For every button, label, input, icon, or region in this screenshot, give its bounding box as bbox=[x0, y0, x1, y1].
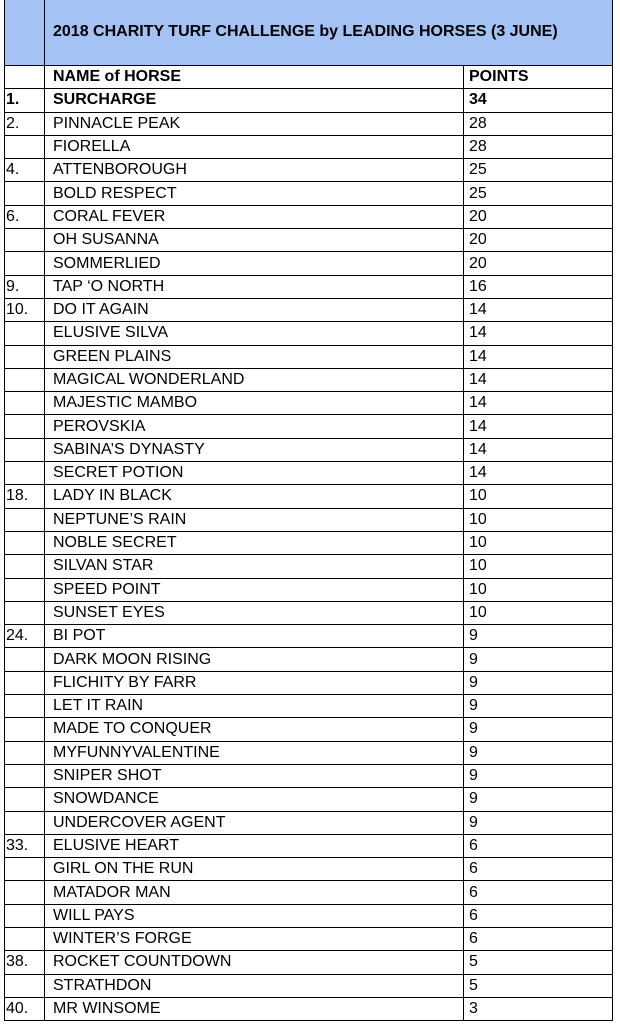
horse-name-cell: MR WINSOME bbox=[45, 997, 464, 1020]
rank-cell bbox=[5, 601, 45, 624]
table-row bbox=[5, 275, 613, 298]
points-cell: 28 bbox=[464, 135, 613, 158]
rank-cell bbox=[5, 671, 45, 694]
points-cell: 10 bbox=[464, 601, 613, 624]
rank-cell bbox=[5, 764, 45, 787]
horse-name-cell: OH SUSANNA bbox=[45, 229, 464, 252]
points-cell: 9 bbox=[464, 741, 613, 764]
horse-name-cell: NEPTUNE’S RAIN bbox=[45, 508, 464, 531]
table-row bbox=[5, 718, 613, 741]
horse-name-cell: ELUSIVE HEART bbox=[45, 834, 464, 857]
points-cell: 6 bbox=[464, 881, 613, 904]
table-row bbox=[5, 927, 613, 950]
header-rank bbox=[5, 66, 45, 89]
points-cell: 9 bbox=[464, 764, 613, 787]
table-row bbox=[5, 974, 613, 997]
points-cell: 6 bbox=[464, 927, 613, 950]
horse-name-cell: SNIPER SHOT bbox=[45, 764, 464, 787]
table-row bbox=[5, 555, 613, 578]
table-row bbox=[5, 788, 613, 811]
rank-cell bbox=[5, 462, 45, 485]
rank-cell: 2. bbox=[5, 112, 45, 135]
table-row bbox=[5, 811, 613, 834]
points-cell: 9 bbox=[464, 788, 613, 811]
points-cell: 9 bbox=[464, 718, 613, 741]
rank-cell bbox=[5, 811, 45, 834]
horse-name-cell: ROCKET COUNTDOWN bbox=[45, 951, 464, 974]
horse-name-cell: TAP ‘O NORTH bbox=[45, 275, 464, 298]
table-row bbox=[5, 392, 613, 415]
rank-cell bbox=[5, 345, 45, 368]
points-cell: 5 bbox=[464, 974, 613, 997]
horse-name-cell: MAJESTIC MAMBO bbox=[45, 392, 464, 415]
rank-cell bbox=[5, 578, 45, 601]
points-cell: 3 bbox=[464, 997, 613, 1020]
rank-cell bbox=[5, 438, 45, 461]
horse-name-cell: SILVAN STAR bbox=[45, 555, 464, 578]
points-cell: 10 bbox=[464, 485, 613, 508]
horse-name-cell: PINNACLE PEAK bbox=[45, 112, 464, 135]
table-row bbox=[5, 695, 613, 718]
table-row bbox=[5, 135, 613, 158]
table-row bbox=[5, 625, 613, 648]
horse-name-cell: MATADOR MAN bbox=[45, 881, 464, 904]
table-row bbox=[5, 601, 613, 624]
points-cell: 5 bbox=[464, 951, 613, 974]
rank-cell bbox=[5, 368, 45, 391]
points-cell: 25 bbox=[464, 182, 613, 205]
points-cell: 6 bbox=[464, 858, 613, 881]
rank-cell bbox=[5, 974, 45, 997]
rank-cell bbox=[5, 252, 45, 275]
table-row bbox=[5, 159, 613, 182]
horse-name-cell: ELUSIVE SILVA bbox=[45, 322, 464, 345]
points-cell: 14 bbox=[464, 368, 613, 391]
rank-cell bbox=[5, 508, 45, 531]
horse-name-cell: SECRET POTION bbox=[45, 462, 464, 485]
horse-name-cell: UNDERCOVER AGENT bbox=[45, 811, 464, 834]
rank-cell bbox=[5, 788, 45, 811]
rank-cell bbox=[5, 904, 45, 927]
rank-cell bbox=[5, 881, 45, 904]
horse-name-cell: WILL PAYS bbox=[45, 904, 464, 927]
rank-cell bbox=[5, 858, 45, 881]
table-row bbox=[5, 415, 613, 438]
horse-name-cell: MAGICAL WONDERLAND bbox=[45, 368, 464, 391]
rank-cell bbox=[5, 927, 45, 950]
points-cell: 9 bbox=[464, 648, 613, 671]
rank-cell: 6. bbox=[5, 205, 45, 228]
points-cell: 14 bbox=[464, 322, 613, 345]
table-row bbox=[5, 438, 613, 461]
table-row bbox=[5, 997, 613, 1020]
rank-cell: 9. bbox=[5, 275, 45, 298]
horse-name-cell: BOLD RESPECT bbox=[45, 182, 464, 205]
points-cell: 28 bbox=[464, 112, 613, 135]
points-cell: 34 bbox=[464, 89, 613, 112]
horse-name-cell: NOBLE SECRET bbox=[45, 531, 464, 554]
points-cell: 10 bbox=[464, 508, 613, 531]
horse-name-cell: FIORELLA bbox=[45, 135, 464, 158]
horse-name-cell: STRATHDON bbox=[45, 974, 464, 997]
rank-cell: 4. bbox=[5, 159, 45, 182]
rank-cell bbox=[5, 741, 45, 764]
horse-name-cell: SOMMERLIED bbox=[45, 252, 464, 275]
points-cell: 14 bbox=[464, 392, 613, 415]
rank-cell: 33. bbox=[5, 834, 45, 857]
points-cell: 14 bbox=[464, 298, 613, 321]
table-title: 2018 CHARITY TURF CHALLENGE by LEADING HORSES (3 JUNE) bbox=[45, 0, 613, 66]
table-row bbox=[5, 648, 613, 671]
rank-cell: 1. bbox=[5, 89, 45, 112]
table-row bbox=[5, 531, 613, 554]
horse-name-cell: MADE TO CONQUER bbox=[45, 718, 464, 741]
points-cell: 20 bbox=[464, 205, 613, 228]
title-row bbox=[5, 0, 613, 66]
table-row bbox=[5, 89, 613, 112]
rank-cell bbox=[5, 648, 45, 671]
points-cell: 6 bbox=[464, 904, 613, 927]
points-cell: 20 bbox=[464, 229, 613, 252]
rank-cell bbox=[5, 322, 45, 345]
rank-cell bbox=[5, 392, 45, 415]
horse-name-cell: PEROVSKIA bbox=[45, 415, 464, 438]
rank-cell: 38. bbox=[5, 951, 45, 974]
horse-name-cell: SURCHARGE bbox=[45, 89, 464, 112]
table-row bbox=[5, 578, 613, 601]
rank-cell: 40. bbox=[5, 997, 45, 1020]
horse-name-cell: MYFUNNYVALENTINE bbox=[45, 741, 464, 764]
points-cell: 9 bbox=[464, 811, 613, 834]
leaderboard-table bbox=[4, 0, 613, 1021]
table-row bbox=[5, 298, 613, 321]
horse-name-cell: CORAL FEVER bbox=[45, 205, 464, 228]
table-row bbox=[5, 485, 613, 508]
horse-name-cell: GIRL ON THE RUN bbox=[45, 858, 464, 881]
table-row bbox=[5, 741, 613, 764]
rank-cell: 18. bbox=[5, 485, 45, 508]
horse-name-cell: BI POT bbox=[45, 625, 464, 648]
points-cell: 9 bbox=[464, 695, 613, 718]
rank-cell bbox=[5, 695, 45, 718]
points-cell: 9 bbox=[464, 625, 613, 648]
header-name: NAME of HORSE bbox=[45, 66, 464, 89]
horse-name-cell: SABINA’S DYNASTY bbox=[45, 438, 464, 461]
points-cell: 14 bbox=[464, 415, 613, 438]
horse-name-cell: GREEN PLAINS bbox=[45, 345, 464, 368]
horse-name-cell: SUNSET EYES bbox=[45, 601, 464, 624]
table-row bbox=[5, 834, 613, 857]
points-cell: 9 bbox=[464, 671, 613, 694]
points-cell: 10 bbox=[464, 531, 613, 554]
table-row bbox=[5, 229, 613, 252]
horse-name-cell: DARK MOON RISING bbox=[45, 648, 464, 671]
table-row bbox=[5, 345, 613, 368]
horse-name-cell: ATTENBOROUGH bbox=[45, 159, 464, 182]
rank-cell bbox=[5, 415, 45, 438]
table-row bbox=[5, 904, 613, 927]
horse-name-cell: FLICHITY BY FARR bbox=[45, 671, 464, 694]
points-cell: 14 bbox=[464, 462, 613, 485]
table-row bbox=[5, 182, 613, 205]
rank-cell bbox=[5, 135, 45, 158]
title-rank-cell bbox=[5, 0, 45, 66]
table-row bbox=[5, 322, 613, 345]
table-row bbox=[5, 951, 613, 974]
horse-name-cell: LADY IN BLACK bbox=[45, 485, 464, 508]
table-row bbox=[5, 858, 613, 881]
points-cell: 16 bbox=[464, 275, 613, 298]
table-row bbox=[5, 671, 613, 694]
rank-cell: 24. bbox=[5, 625, 45, 648]
table-row bbox=[5, 205, 613, 228]
rank-cell bbox=[5, 531, 45, 554]
rank-cell bbox=[5, 229, 45, 252]
points-cell: 20 bbox=[464, 252, 613, 275]
table-row bbox=[5, 881, 613, 904]
rank-cell bbox=[5, 718, 45, 741]
points-cell: 6 bbox=[464, 834, 613, 857]
rank-cell bbox=[5, 555, 45, 578]
table-row bbox=[5, 112, 613, 135]
points-cell: 14 bbox=[464, 438, 613, 461]
points-cell: 14 bbox=[464, 345, 613, 368]
table-row bbox=[5, 764, 613, 787]
rank-cell: 10. bbox=[5, 298, 45, 321]
header-row bbox=[5, 66, 613, 89]
horse-name-cell: SNOWDANCE bbox=[45, 788, 464, 811]
horse-name-cell: DO IT AGAIN bbox=[45, 298, 464, 321]
table-row bbox=[5, 252, 613, 275]
points-cell: 25 bbox=[464, 159, 613, 182]
table-row bbox=[5, 368, 613, 391]
horse-name-cell: WINTER’S FORGE bbox=[45, 927, 464, 950]
table-row bbox=[5, 508, 613, 531]
horse-name-cell: SPEED POINT bbox=[45, 578, 464, 601]
rank-cell bbox=[5, 182, 45, 205]
points-cell: 10 bbox=[464, 578, 613, 601]
table-row bbox=[5, 462, 613, 485]
points-cell: 10 bbox=[464, 555, 613, 578]
header-points: POINTS bbox=[464, 66, 613, 89]
horse-name-cell: LET IT RAIN bbox=[45, 695, 464, 718]
